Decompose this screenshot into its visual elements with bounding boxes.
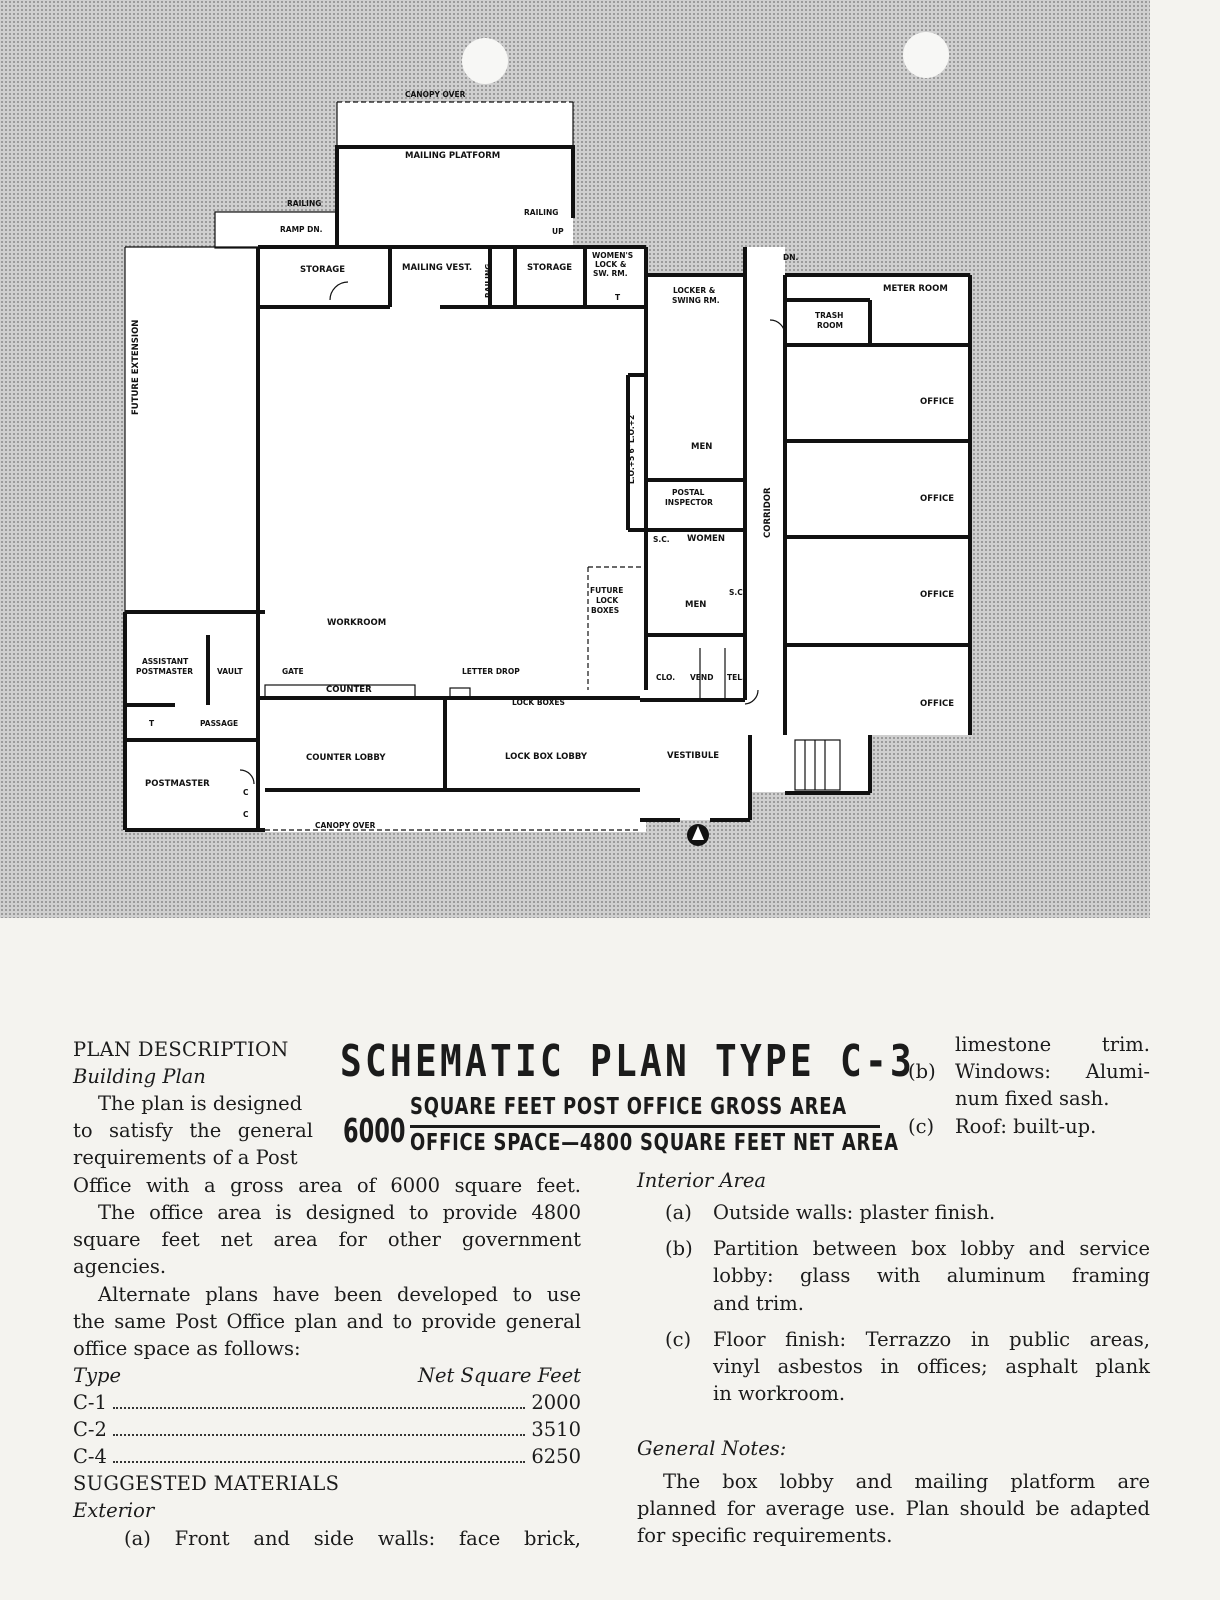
label-postal-inspector: INSPECTOR (665, 498, 713, 507)
type-column-header: Type (73, 1364, 122, 1387)
label-office-2: OFFICE (920, 494, 955, 504)
label-storage-2: STORAGE (527, 263, 573, 273)
label-corridor: CORRIDOR (763, 487, 773, 538)
schematic-plan-title: SCHEMATIC PLAN TYPE C-3 (340, 1036, 916, 1087)
item-label: (c) (908, 1115, 935, 1138)
label-womens-lock: WOMEN'S (592, 251, 634, 260)
label-assistant-postmaster: ASSISTANT (142, 657, 189, 666)
label-postal-inspector: POSTAL (672, 488, 705, 497)
item-label: (b) (665, 1237, 693, 1260)
paragraph-line: for specific requirements. (637, 1524, 893, 1547)
label-future-lock-boxes: LOCK (596, 596, 619, 605)
paragraph-line: vinyl asbestos in offices; asphalt plank (713, 1355, 1150, 1378)
paragraph-line: limestone trim. (955, 1033, 1150, 1056)
label-locker-swing: SWING RM. (672, 296, 720, 305)
paragraph-line: Outside walls: plaster finish. (713, 1201, 996, 1224)
label-clo: CLO. (656, 673, 676, 682)
label-railing-vertical: RAILING (484, 263, 493, 298)
label-women: WOMEN (687, 534, 725, 544)
label-vault: VAULT (217, 667, 243, 676)
item-label: (a) (665, 1201, 692, 1224)
label-railing-left: RAILING (287, 199, 322, 208)
row-area: 6250 (531, 1445, 581, 1468)
paragraph-line: planned for average use. Plan should be adapted (637, 1497, 1150, 1520)
label-assistant-postmaster: POSTMASTER (136, 667, 194, 676)
paragraph-line: in workroom. (713, 1382, 846, 1405)
label-vend: VEND (690, 673, 714, 682)
row-area: 2000 (531, 1391, 581, 1414)
label-ramp: RAMP DN. (280, 225, 323, 234)
label-passage: PASSAGE (200, 719, 239, 728)
label-mailing-vest: MAILING VEST. (402, 263, 473, 273)
label-dn: DN. (783, 253, 799, 262)
label-trash-room: ROOM (817, 321, 843, 330)
leader-dots (113, 1389, 525, 1409)
paragraph-line: and trim. (713, 1292, 804, 1315)
label-meter-room: METER ROOM (883, 284, 948, 294)
suggested-materials-heading: SUGGESTED MATERIALS (73, 1472, 340, 1495)
paragraph-line: Floor finish: Terrazzo in public areas, (713, 1328, 1150, 1351)
label-trash-room: TRASH (815, 311, 844, 320)
label-office-1: OFFICE (920, 397, 955, 407)
item-label: (b) (908, 1060, 936, 1083)
label-men-1: MEN (691, 442, 713, 452)
exterior-heading: Exterior (73, 1499, 155, 1522)
label-t-upper: T (615, 293, 621, 302)
interior-area-heading: Interior Area (637, 1169, 767, 1192)
table-row (73, 1416, 581, 1443)
label-tel: TEL. (727, 673, 745, 682)
label-workroom: WORKROOM (327, 618, 387, 628)
label-lo-56: L.O.+5'6" (627, 444, 636, 484)
leader-dots (113, 1416, 525, 1436)
plan-description-heading: PLAN DESCRIPTION (73, 1038, 289, 1061)
label-lock-box-lobby: LOCK BOX LOBBY (505, 752, 588, 762)
label-future-lock-boxes: FUTURE (590, 586, 624, 595)
label-womens-lock: LOCK & (595, 260, 627, 269)
paragraph-line: The office area is designed to provide 4800 (98, 1201, 581, 1224)
label-letter-drop: LETTER DROP (462, 667, 520, 676)
label-canopy-over-bottom: CANOPY OVER (315, 821, 376, 830)
gross-area-number: 6000 (343, 1111, 406, 1150)
general-notes-heading: General Notes: (637, 1437, 787, 1460)
label-counter: COUNTER (326, 685, 372, 695)
label-men-2: MEN (685, 600, 707, 610)
paragraph-line: The plan is designed (98, 1092, 303, 1115)
title-subline-net: OFFICE SPACE—4800 SQUARE FEET NET AREA (410, 1130, 899, 1156)
paragraph-line: the same Post Office plan and to provide general (73, 1310, 581, 1333)
row-type: C-2 (73, 1418, 107, 1441)
row-type: C-1 (73, 1391, 107, 1414)
label-c-2: C (243, 810, 249, 819)
label-office-4: OFFICE (920, 699, 955, 709)
label-mailing-platform: MAILING PLATFORM (405, 151, 501, 161)
label-canopy-over-top: CANOPY OVER (405, 90, 466, 99)
paragraph-line: Partition between box lobby and service (713, 1237, 1150, 1260)
table-row (73, 1443, 581, 1470)
label-railing-right: RAILING (524, 208, 559, 217)
leader-dots (113, 1443, 525, 1463)
label-lo-2: L.O.+2' (627, 412, 636, 443)
paragraph-line: Roof: built-up. (955, 1115, 1097, 1138)
label-sc-1: S.C. (653, 535, 670, 544)
paragraph-line: lobby: glass with aluminum framing (713, 1264, 1150, 1287)
paragraph-line: square feet net area for other government (73, 1228, 581, 1251)
label-postmaster: POSTMASTER (145, 779, 210, 789)
label-gate: GATE (282, 667, 304, 676)
exterior-item-a: (a) Front and side walls: face brick, (124, 1527, 581, 1550)
title-subline-gross: SQUARE FEET POST OFFICE GROSS AREA (410, 1094, 847, 1120)
label-up: UP (552, 227, 564, 236)
label-locker-swing: LOCKER & (673, 286, 716, 295)
paragraph-line: office space as follows: (73, 1337, 301, 1360)
label-sc-2: S.C. (729, 588, 746, 597)
paragraph-line: Windows: Alumi- (955, 1060, 1150, 1083)
label-office-3: OFFICE (920, 590, 955, 600)
row-type: C-4 (73, 1445, 107, 1468)
table-row (73, 1389, 581, 1416)
paragraph-line: Alternate plans have been developed to use (98, 1283, 581, 1306)
label-lock-boxes: LOCK BOXES (512, 698, 565, 707)
area-table-header (73, 1362, 581, 1389)
row-area: 3510 (531, 1418, 581, 1441)
label-womens-lock: SW. RM. (593, 269, 628, 278)
paragraph-line: num fixed sash. (955, 1087, 1110, 1110)
label-storage-1: STORAGE (300, 265, 346, 275)
item-label: (c) (665, 1328, 692, 1351)
paragraph-line: requirements of a Post (73, 1146, 298, 1169)
label-counter-lobby: COUNTER LOBBY (306, 753, 386, 763)
paragraph-line: agencies. (73, 1255, 167, 1278)
area-column-header: Net Square Feet (417, 1364, 581, 1387)
label-future-extension: FUTURE EXTENSION (131, 319, 141, 415)
title-divider (410, 1125, 880, 1128)
label-future-lock-boxes: BOXES (591, 606, 620, 615)
label-t-lower: T (149, 719, 155, 728)
paragraph-line: to satisfy the general (73, 1119, 313, 1142)
building-plan-subheading: Building Plan (73, 1065, 206, 1088)
label-vestibule: VESTIBULE (667, 751, 720, 761)
paragraph-line: Office with a gross area of 6000 square feet. (73, 1174, 581, 1197)
paragraph-line: The box lobby and mailing platform are (663, 1470, 1150, 1493)
label-c-1: C (243, 788, 249, 797)
